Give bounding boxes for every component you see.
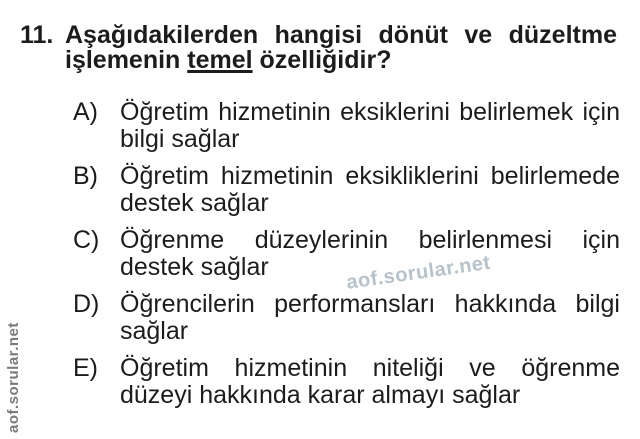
option-d-letter: D)	[73, 290, 100, 318]
underlined-word: temel	[187, 46, 253, 74]
question-number: 11.	[20, 21, 54, 49]
option-c-line-2: destek sağlar	[120, 253, 269, 281]
option-c-letter: C)	[73, 226, 100, 254]
option-d-line-1: Öğrencilerin performansları hakkında bilgi	[120, 290, 620, 318]
option-a-line-2: bilgi sağlar	[120, 125, 240, 153]
watermark-center: aof.sorular.net	[345, 251, 492, 294]
option-c-text	[120, 227, 620, 281]
option-e-text	[120, 355, 620, 409]
option-e-line-1: Öğretim hizmetinin niteliği ve öğrenme	[120, 354, 620, 382]
option-a-line-1: Öğretim hizmetinin eksiklerini belirlemek için	[120, 98, 620, 126]
option-b-letter: B)	[73, 162, 98, 190]
option-e-line-2: düzeyi hakkında karar almayı sağlar	[120, 381, 521, 409]
option-c	[73, 227, 640, 281]
option-a-letter: A)	[73, 98, 98, 126]
option-b-line-2: destek sağlar	[120, 189, 269, 217]
question-line-2-prefix: işlemenin	[65, 46, 188, 74]
option-e-letter: E)	[73, 354, 98, 382]
option-d	[73, 291, 640, 345]
question-line-1: Aşağıdakilerden hangisi dönüt ve düzeltme	[65, 21, 617, 49]
question-line-2	[65, 48, 617, 73]
question-block	[20, 0, 617, 73]
question-line-2-suffix: özelliğidir?	[252, 46, 392, 74]
option-b	[73, 163, 640, 217]
option-b-line-1: Öğretim hizmetinin eksikliklerini belirlemede	[120, 162, 620, 190]
option-b-text	[120, 163, 620, 217]
option-a	[73, 99, 640, 153]
question-text	[65, 23, 617, 73]
option-a-text	[120, 99, 620, 153]
watermark-left-vertical: aof.sorular.net	[5, 322, 22, 433]
option-c-line-1: Öğrenme düzeylerinin belirlenmesi için	[120, 226, 620, 254]
option-d-text	[120, 291, 620, 345]
options-list	[73, 99, 640, 409]
option-e	[73, 355, 640, 409]
option-d-line-2: sağlar	[120, 317, 189, 345]
